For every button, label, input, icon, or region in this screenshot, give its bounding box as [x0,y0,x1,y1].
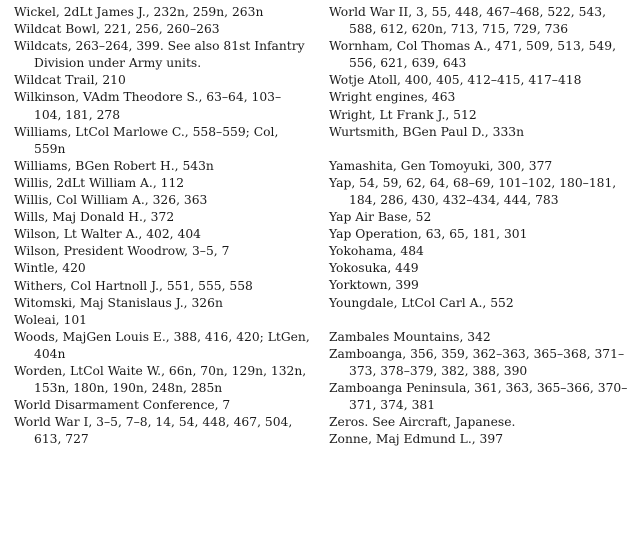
index-entry: Willis, Col William A., 326, 363 [14,193,208,208]
index-entry: Wills, Maj Donald H., 372 [14,210,175,225]
index-entry: World War I, 3–5, 7–8, 14, 54, 448, 467, 504, 613, 727 [14,415,293,447]
index-entry: Witomski, Maj Stanislaus J., 326n [14,295,223,310]
index-entry: Wildcat Trail, 210 [14,73,126,88]
index-entry: Williams, LtCol Marlowe C., 558–559; Col, 559n [14,124,279,156]
index-entry: Wilson, President Woodrow, 3–5, 7 [14,244,230,259]
index-entry: Willis, 2dLt William A., 112 [14,175,185,190]
index-entry: Williams, BGen Robert H., 543n [14,158,214,173]
index-entry: Yap Air Base, 52 [329,210,432,225]
index-entry: Wilkinson, VAdm Theodore S., 63–64, 103– 104, 181, 278 [14,90,282,122]
index-entry: Yamashita, Gen Tomoyuki, 300, 377 [329,158,553,173]
index-entry: World Disarmament Conference, 7 [14,398,231,413]
index-column-left [14,4,319,448]
index-entry: Zambales Mountains, 342 [329,329,491,344]
index-entry: Zonne, Maj Edmund L., 397 [329,432,504,447]
index-entry: Yap Operation, 63, 65, 181, 301 [329,227,528,242]
index-entry: Zamboanga, 356, 359, 362–363, 365–368, 371– 373, 378–379, 382, 388, 390 [329,346,625,378]
index-entry: Woods, MajGen Louis E., 388, 416, 420; LtGen, 404n [14,329,310,361]
index-entry: Wildcats, 263–264, 399. See also 81st Infantry Division under Army units. [14,39,305,71]
index-entry: Yokosuka, 449 [329,261,419,276]
index-entry: Yap, 54, 59, 62, 64, 68–69, 101–102, 180–181, 184, 286, 430, 432–434, 444, 783 [329,175,617,207]
index-entry: Woleai, 101 [14,312,87,327]
index-entry: Wintle, 420 [14,261,86,276]
letter-group-divider [329,141,629,158]
index-entry: World War II, 3, 55, 448, 467–468, 522, 543, 588, 612, 620n, 713, 715, 729, 736 [329,5,606,37]
index-entry: Wotje Atoll, 400, 405, 412–415, 417–418 [329,73,582,88]
index-entry: Zamboanga Peninsula, 361, 363, 365–366, 370– 371, 374, 381 [329,380,628,412]
index-entry: Wurtsmith, BGen Paul D., 333n [329,124,525,139]
index-entry: Withers, Col Hartnoll J., 551, 555, 558 [14,278,253,293]
index-entry: Yokohama, 484 [329,244,424,259]
letter-group-divider [329,312,629,329]
index-entry: Wright engines, 463 [329,90,456,105]
index-entry: Zeros. See Aircraft, Japanese. [329,415,516,430]
index-entry: Wilson, Lt Walter A., 402, 404 [14,227,201,242]
index-entry: Youngdale, LtCol Carl A., 552 [329,295,514,310]
index-entry: Yorktown, 399 [329,278,419,293]
index-entry: Worden, LtCol Waite W., 66n, 70n, 129n, 132n, 153n, 180n, 190n, 248n, 285n [14,363,307,396]
index-entry: Wornham, Col Thomas A., 471, 509, 513, 549, 556, 621, 639, 643 [329,39,616,71]
index-entry: Wright, Lt Frank J., 512 [329,107,477,122]
index-entry: Wickel, 2dLt James J., 232n, 259n, 263n [14,5,264,19]
index-entry: Wildcat Bowl, 221, 256, 260–263 [14,22,220,37]
index-column-right [329,4,629,448]
